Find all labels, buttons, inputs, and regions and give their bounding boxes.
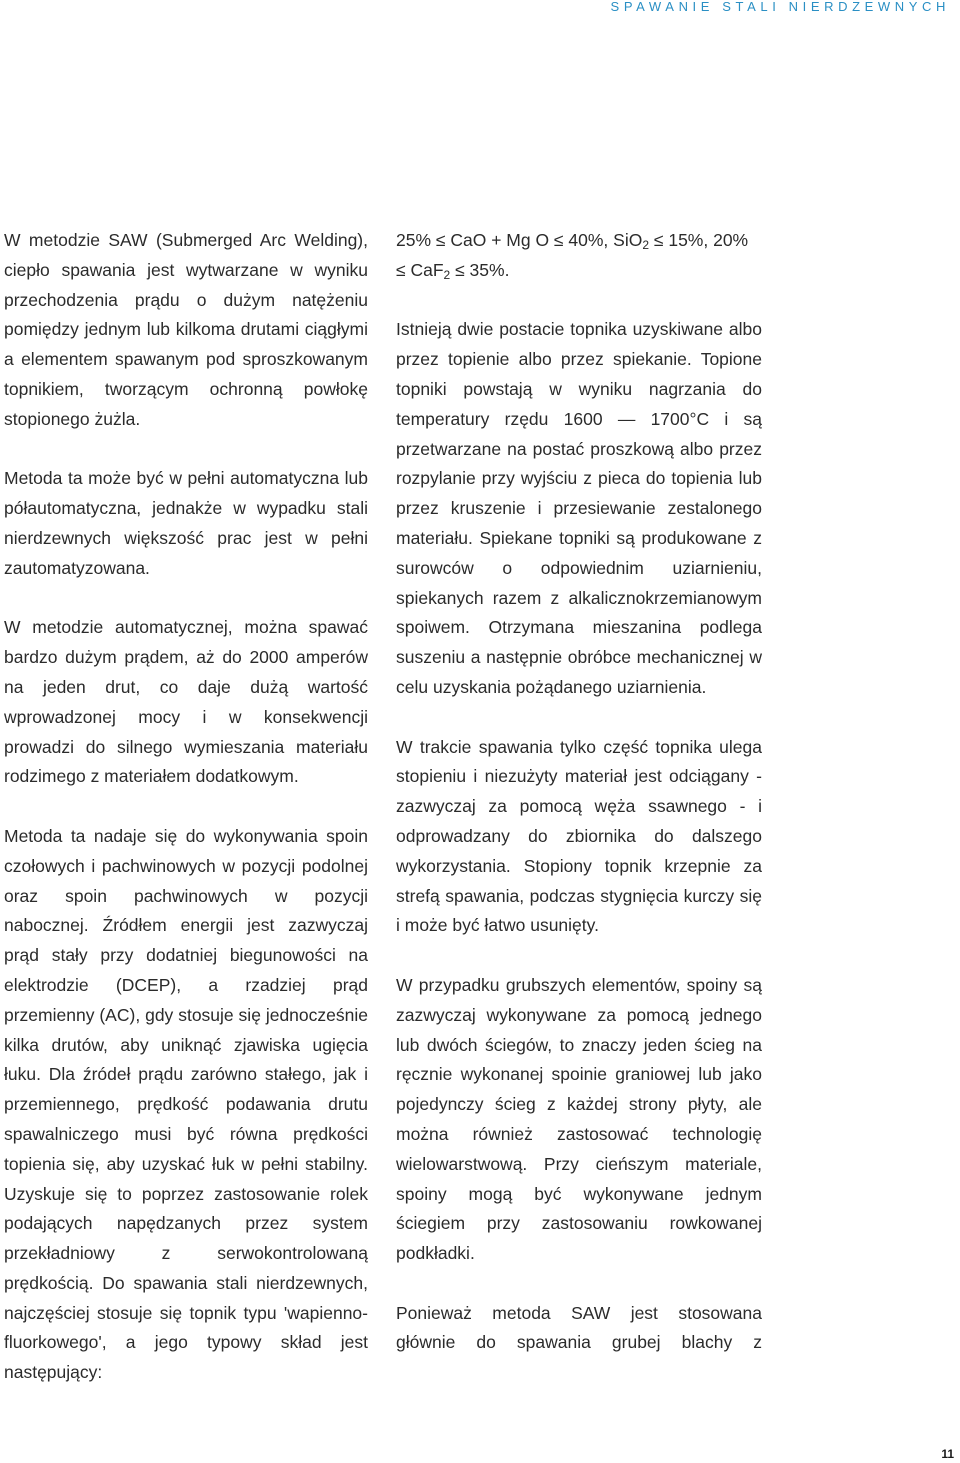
paragraph: Metoda ta może być w pełni automatyczna lub półautomatyczna, jednakże w wypadku stali nierdzewnych większość prac jest w pełni zautomatyzowana. [4, 468, 368, 578]
formula-subscript: 2 [443, 267, 451, 282]
page-number: 11 [941, 1447, 954, 1461]
paragraph: Metoda ta nadaje się do wykonywania spoin czołowych i pachwinowych w pozycji podolnej oraz spoin pachwinowych w pozycji nabocznej. Źródłem energii jest zazwyczaj prąd stały przy dodatniej biegunowości na elektrodzie (DCEP), a rzadziej prąd przemienny (AC), gdy stosuje się jednocześnie kilka drutów, aby uniknąć zjawiska ugięcia łuku. Dla źródeł prądu zarówno stałego, jak i przemiennego, prędkość podawania drutu spawalniczego musi być równa prędkości topienia się, aby uzyskać łuk w pełni stabilny. Uzyskuje się to poprzez zastosowanie rolek podających napędzanych przez system przekładniowy z serwokontrolowaną prędkością. Do spawania stali nierdzewnych, najczęściej stosuje się topnik typu 'wapienno-fluorkowego', a jego typowy skład jest następujący: [4, 825, 368, 1383]
formula-subscript: 2 [642, 238, 650, 252]
paragraph: Istnieją dwie postacie topnika uzyskiwane albo przez topienie albo przez spiekanie. Topione topniki powstają w wyniku nagrzania do temperatury rzędu 1600 — 1700°C i są przetwarzane na postać proszkową albo przez rozpylanie przy wyjściu z pieca do topienia lub przez kruszenie i przesiewanie zestalonego materiału. Spiekane topniki są produkowane z surowców o odpowiednim uziarnieniu, spiekanych razem z alkalicznokrzemianowym spoiwem. Otrzymana mieszanina podlega suszeniu a następnie obróbce mechanicznej w celu uzyskania pożądanego uziarnienia. [396, 319, 762, 697]
formula-text: ≤ 35%. [450, 259, 510, 280]
formula-text: 25% ≤ CaO + Mg O ≤ 40%, SiO [396, 230, 643, 250]
paragraph: W metodzie SAW (Submerged Arc Welding), ciepło spawania jest wytwarzane w wyniku przechodzenia prądu o dużym natężeniu pomiędzy jednym lub kilkoma drutami ciągłymi a elementem spawanym pod sproszkowanym topnikiem, tworzącym ochronną powłokę stopionego żużla. [4, 230, 368, 429]
paragraph: Ponieważ metoda SAW jest stosowana głównie do spawania grubej blachy z [396, 1302, 762, 1353]
running-header: SPAWANIE STALI NIERDZEWNYCH [610, 0, 950, 14]
paragraph: W metodzie automatycznej, można spawać bardzo dużym prądem, aż do 2000 amperów na jeden drut, co daje dużą wartość wprowadzonej mocy i w konsekwencji prowadzi do silnego wymieszania materiału rodzimego z materiałem dodatkowym. [4, 617, 368, 787]
paragraph: W trakcie spawania tylko część topnika ulega stopieniu i niezużyty materiał jest odciągany - zazwyczaj za pomocą węża ssawnego - i odprowadzany do zbiornika do dalszego wykorzystania. Stopiony topnik krzepnie za strefą spawania, podczas stygnięcia kurczy się i może być łatwo usunięty. [396, 736, 762, 936]
left-column [4, 226, 368, 1388]
formula-text: ≤ 15%, 20% ≤ CaF [396, 230, 749, 280]
right-column [396, 226, 762, 1358]
paragraph: W przypadku grubszych elementów, spoiny są zazwyczaj wykonywane za pomocą jednego lub dwóch ściegów, to znaczy jeden ścieg na ręcznie wykonanej spoinie graniowej lub jako pojedynczy ścieg z każdej strony płyty, ale można również zastosować technologię wielowarstwową. Przy cieńszym materiale, spoiny mogą być wykonywane jednym ściegiem przy zastosowaniu rowkowanej podkładki. [396, 974, 762, 1264]
flux-composition-formula [396, 226, 762, 286]
